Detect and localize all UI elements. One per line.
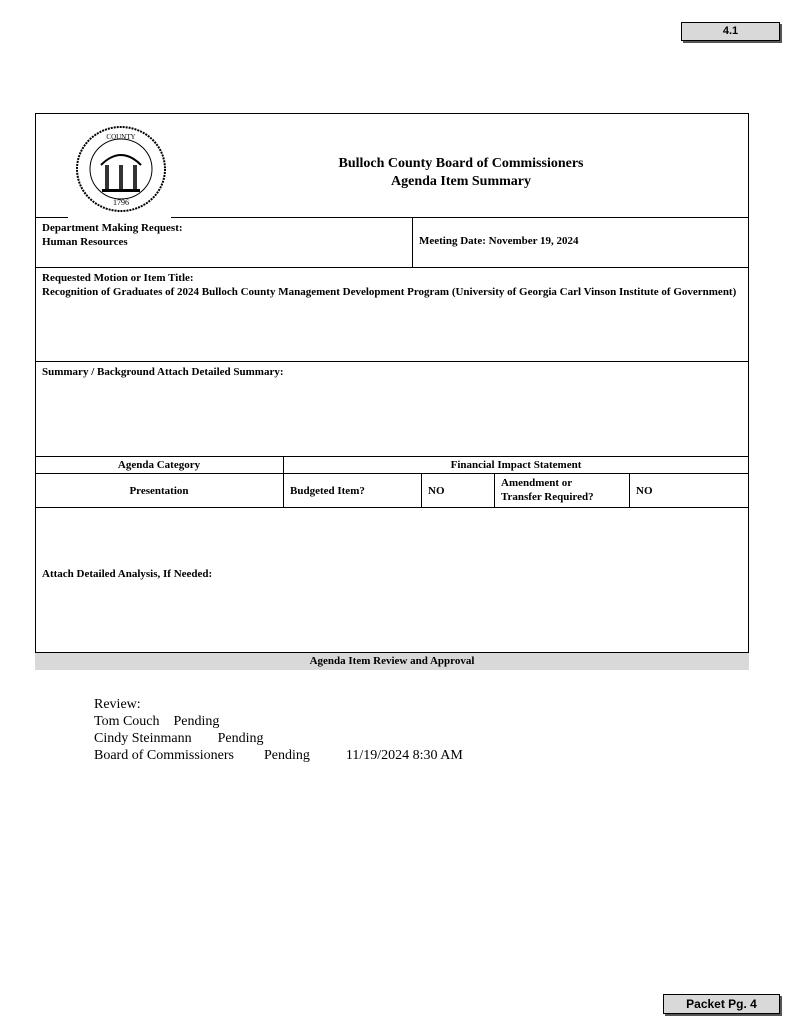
amendment-label: Amendment or Transfer Required? — [501, 477, 594, 503]
title-line-2: Agenda Item Summary — [391, 174, 531, 189]
county-seal-logo — [75, 125, 167, 213]
category-value: Presentation — [129, 485, 189, 497]
title-line-1: Bulloch County Board of Commissioners — [338, 156, 584, 171]
svg-text:1796: 1796 — [113, 198, 129, 207]
review-row — [94, 731, 264, 747]
review-label: Review: — [94, 697, 141, 712]
page-title — [283, 155, 639, 191]
motion-field — [42, 271, 737, 299]
review-status: Pending — [217, 731, 264, 746]
department-value: Human Resources — [42, 236, 128, 248]
budgeted-label: Budgeted Item? — [290, 485, 365, 497]
reviewer-name: Cindy Steinmann — [94, 731, 192, 746]
motion-value: Recognition of Graduates of 2024 Bulloch County Management Development Program (University of Georgia Carl Vinson Institute of Government) — [42, 286, 737, 298]
reviewer-name: Board of Commissioners — [94, 748, 234, 763]
review-date: 11/19/2024 8:30 AM — [345, 748, 463, 763]
review-status: Pending — [173, 714, 220, 729]
analysis-label: Attach Detailed Analysis, If Needed: — [42, 568, 213, 580]
meeting-date: Meeting Date: November 19, 2024 — [419, 235, 579, 247]
reviewer-name: Tom Couch — [94, 714, 160, 729]
review-status: Pending — [264, 748, 310, 763]
motion-label: Requested Motion or Item Title: — [42, 272, 194, 284]
review-approval-bar: Agenda Item Review and Approval — [35, 652, 749, 670]
packet-page-badge: Packet Pg. 4 — [663, 994, 780, 1014]
summary-label: Summary / Background Attach Detailed Summary: — [42, 366, 284, 378]
category-header: Agenda Category — [117, 459, 201, 471]
financial-header: Financial Impact Statement — [450, 459, 582, 471]
budgeted-value: NO — [428, 485, 445, 497]
department-field — [42, 221, 183, 249]
item-number-badge: 4.1 — [681, 22, 780, 41]
department-label: Department Making Request: — [42, 222, 183, 234]
review-row — [94, 748, 463, 764]
review-row — [94, 714, 219, 730]
svg-text:COUNTY: COUNTY — [106, 133, 136, 141]
amendment-value: NO — [636, 485, 653, 497]
